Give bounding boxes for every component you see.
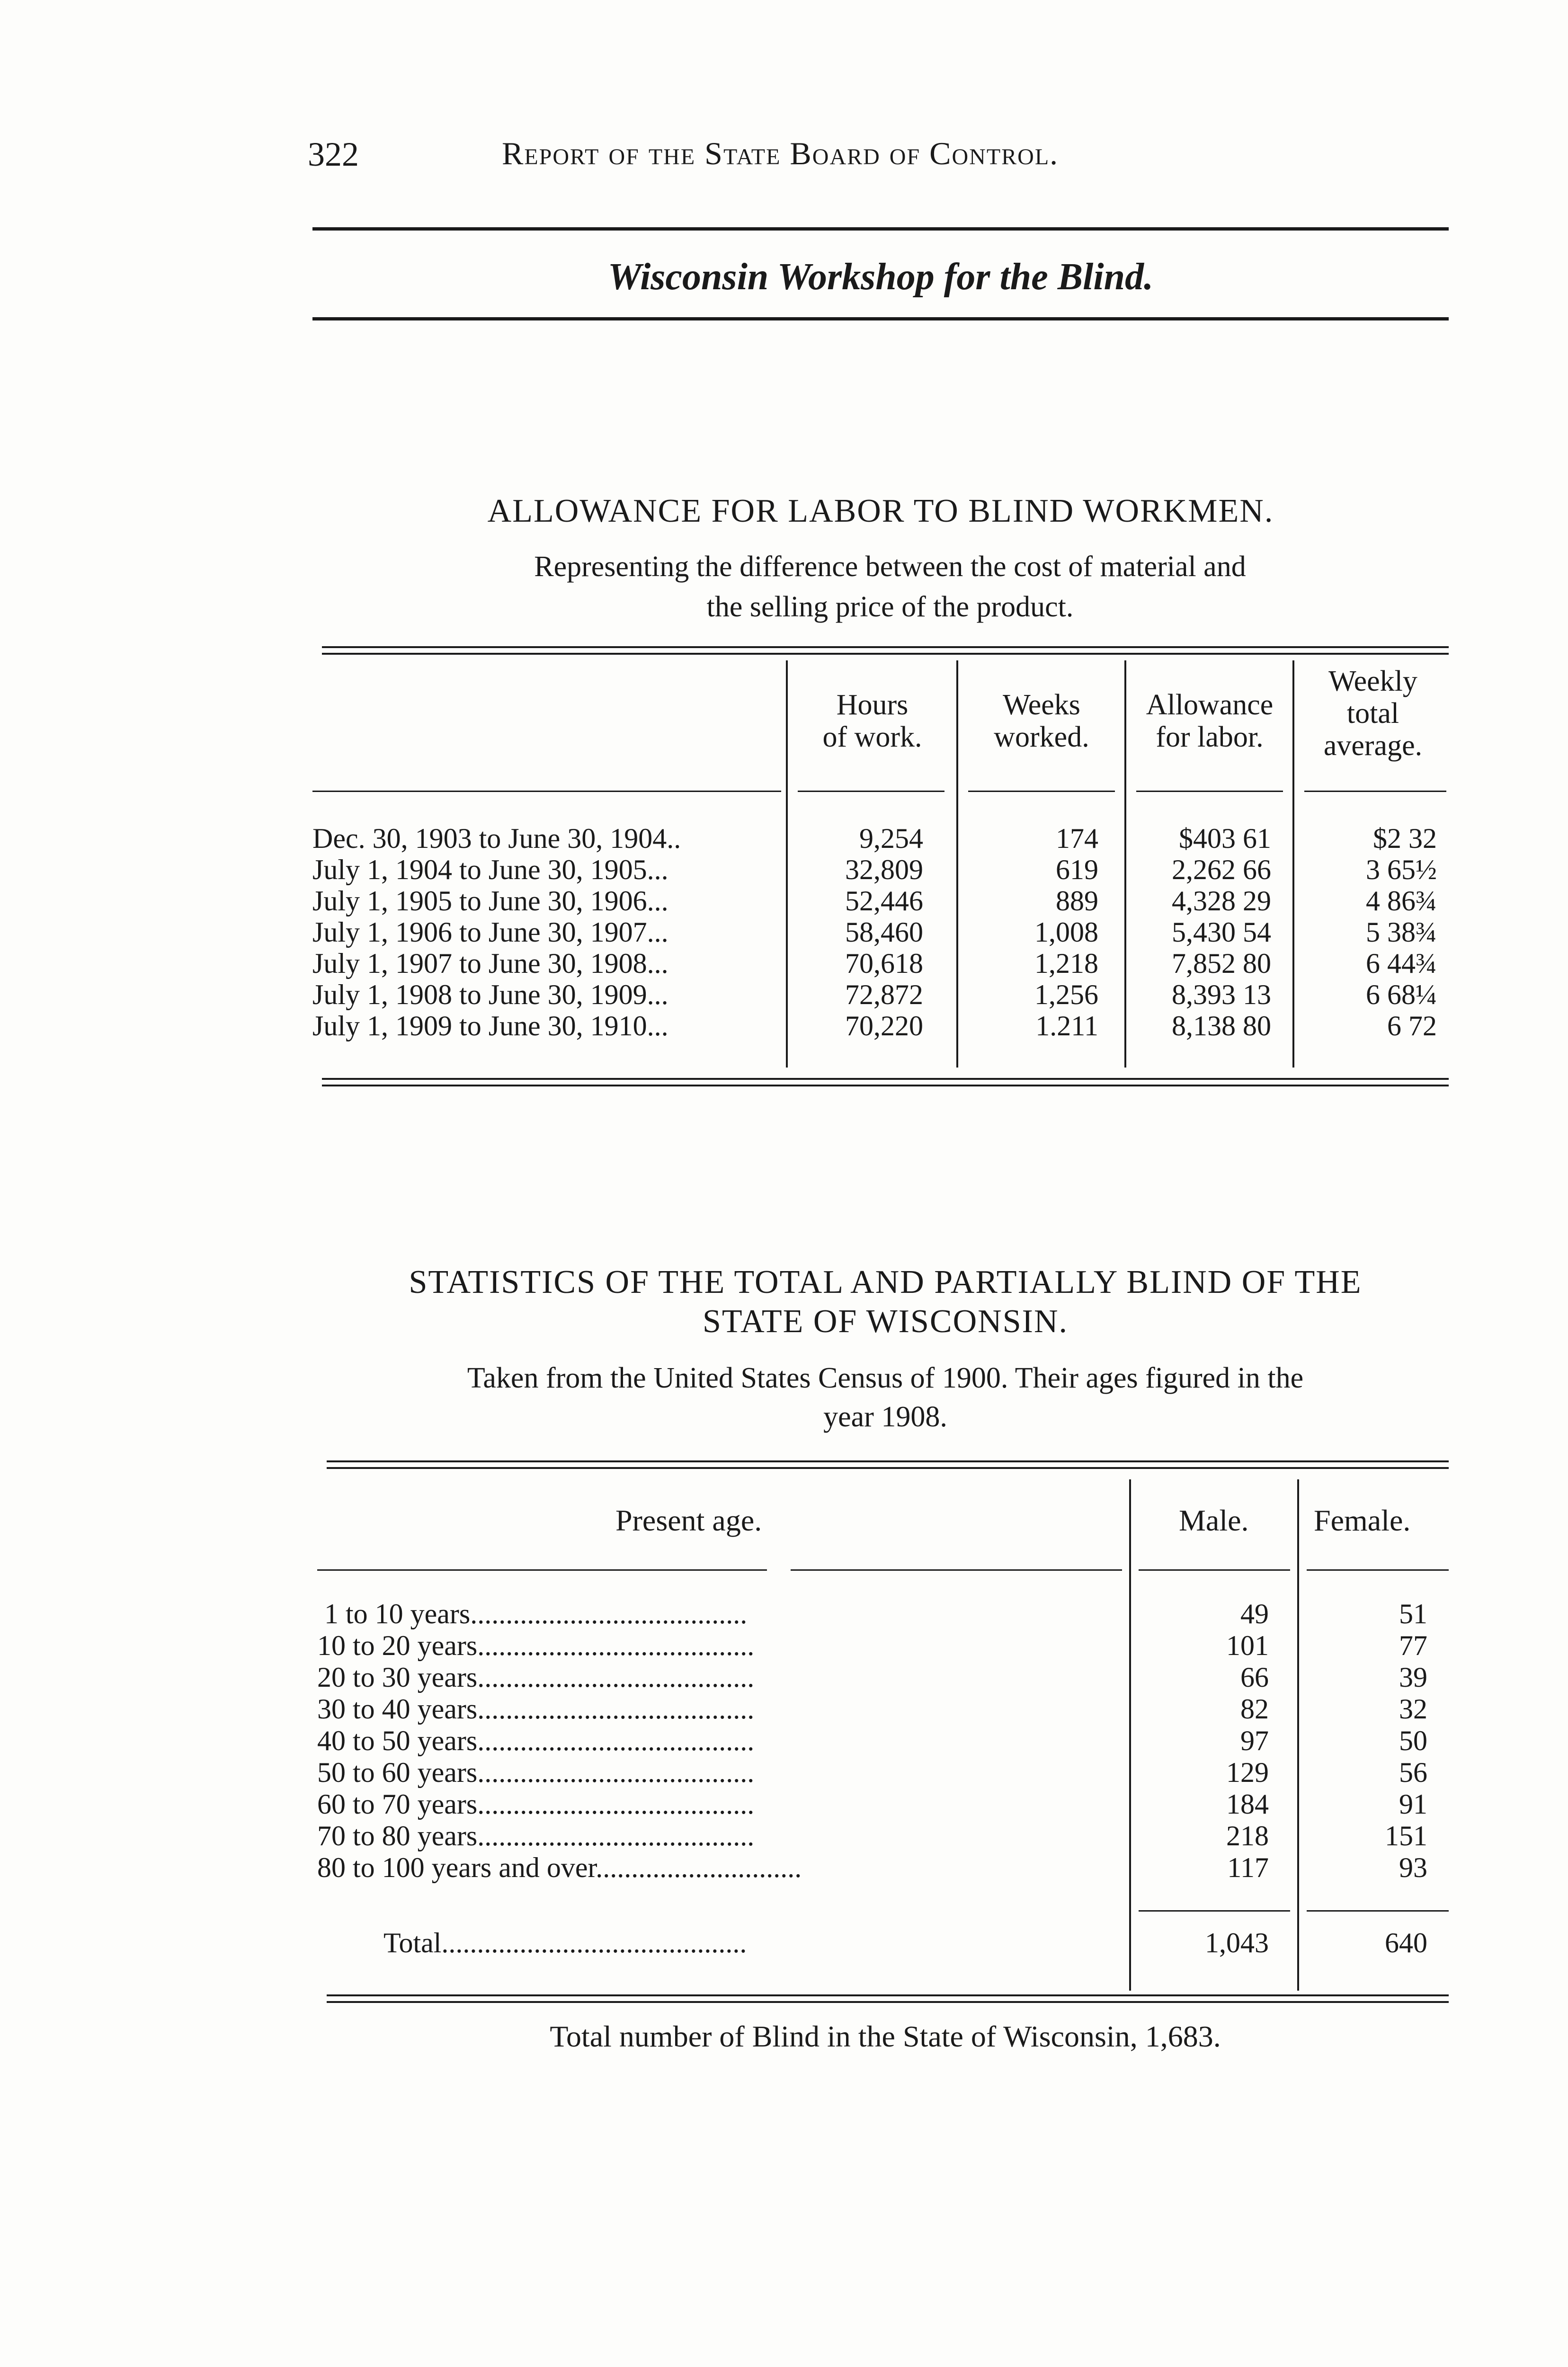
header-underline (317, 1569, 767, 1571)
cell-allowance: 7,852 80 (1172, 948, 1271, 979)
allowance-table (312, 646, 1449, 1096)
report-title: Report of the State Board of Control. (502, 135, 1059, 171)
cell-hours: 9,254 (859, 823, 923, 854)
table-rule (322, 646, 1449, 648)
row-period: July 1, 1907 to June 30, 1908... (312, 948, 668, 979)
header-allowance-line1: Allowance (1146, 689, 1274, 721)
cell-weekly: 6 72 (1387, 1010, 1437, 1041)
header-weekly-line2: total (1346, 697, 1399, 730)
table-rule (322, 1078, 1449, 1080)
header-underline (1304, 791, 1446, 792)
allowance-table-note-line1: Representing the difference between the cost of material and (534, 551, 1246, 583)
table-rule (327, 1467, 1449, 1469)
header-allowance-line2: for labor. (1156, 721, 1264, 753)
statistics-table-note-line2: year 1908. (823, 1401, 947, 1433)
cell-weeks: 174 (1056, 823, 1098, 854)
cell-weekly: 4 86¾ (1366, 885, 1437, 917)
header-underline (1136, 791, 1283, 792)
row-period: July 1, 1905 to June 30, 1906... (312, 885, 668, 917)
header-weeks-line1: Weeks (1003, 689, 1080, 721)
header-underline (1139, 1569, 1290, 1571)
header-weeks (959, 689, 1124, 753)
statistics-table (312, 1460, 1463, 2010)
cell-weekly: 6 44¾ (1366, 948, 1437, 979)
total-blind-note: Total number of Blind in the State of Wisconsin, 1,683. (550, 2020, 1221, 2053)
section-title: Wisconsin Workshop for the Blind. (607, 256, 1154, 298)
row-age: 50 to 60 years....................................... (317, 1757, 755, 1788)
cell-hours: 70,220 (845, 1010, 923, 1041)
header-female: Female. (1314, 1504, 1411, 1537)
cell-weeks: 1.211 (1035, 1010, 1098, 1041)
table-rule (327, 1460, 1449, 1462)
allowance-table-title: ALLOWANCE FOR LABOR TO BLIND WORKMEN. (487, 493, 1274, 529)
cell-male: 129 (1226, 1757, 1269, 1788)
header-male: Male. (1179, 1504, 1249, 1537)
row-period: July 1, 1909 to June 30, 1910... (312, 1010, 668, 1041)
cell-female: 50 (1399, 1725, 1427, 1756)
cell-female: 91 (1399, 1789, 1427, 1820)
header-underline (968, 791, 1115, 792)
page-number: 322 (308, 135, 359, 173)
cell-weekly: $2 32 (1373, 823, 1437, 854)
row-age: 10 to 20 years....................................... (317, 1630, 755, 1661)
running-head (308, 135, 1453, 178)
row-age: 30 to 40 years....................................... (317, 1693, 755, 1725)
cell-hours: 52,446 (845, 885, 923, 917)
cell-male: 101 (1226, 1630, 1269, 1661)
row-period: Dec. 30, 1903 to June 30, 1904.. (312, 823, 681, 854)
table-rule (327, 1994, 1449, 1996)
total-rule (1307, 1910, 1449, 1912)
header-rule-bottom (312, 317, 1449, 320)
header-weeks-line2: worked. (994, 721, 1089, 753)
header-underline (798, 791, 944, 792)
cell-male: 82 (1240, 1693, 1269, 1725)
table-rule (322, 1085, 1449, 1086)
cell-allowance: 2,262 66 (1172, 854, 1271, 885)
cell-weeks: 619 (1056, 854, 1098, 885)
statistics-table-title-line2: STATE OF WISCONSIN. (702, 1303, 1068, 1340)
header-weekly-line3: average. (1323, 730, 1423, 762)
header-allowance (1127, 689, 1292, 753)
header-underline (791, 1569, 1122, 1571)
statistics-table-note-line1: Taken from the United States Census of 1900. Their ages figured in the (467, 1362, 1304, 1394)
total-rule (1139, 1910, 1290, 1912)
cell-allowance: 4,328 29 (1172, 885, 1271, 917)
row-age: 1 to 10 years....................................... (317, 1598, 748, 1629)
cell-female: 51 (1399, 1598, 1427, 1629)
cell-female: 93 (1399, 1852, 1427, 1883)
header-present-age: Present age. (615, 1504, 762, 1537)
cell-weeks: 1,218 (1034, 948, 1098, 979)
row-age: 70 to 80 years....................................... (317, 1820, 755, 1851)
cell-female: 32 (1399, 1693, 1427, 1725)
cell-hours: 72,872 (845, 979, 923, 1010)
cell-hours: 70,618 (845, 948, 923, 979)
table-rule (322, 653, 1449, 655)
cell-weeks: 1,256 (1034, 979, 1098, 1010)
row-period: July 1, 1908 to June 30, 1909... (312, 979, 668, 1010)
total-label: Total........................................... (383, 1927, 747, 1958)
statistics-table-title-line1: STATISTICS OF THE TOTAL AND PARTIALLY BLIND OF THE (409, 1264, 1362, 1300)
column-divider (1297, 1479, 1299, 1991)
cell-male: 66 (1240, 1662, 1269, 1693)
cell-allowance: 8,393 13 (1172, 979, 1271, 1010)
column-divider (1129, 1479, 1131, 1991)
header-weekly-average (1295, 665, 1451, 762)
row-period: July 1, 1906 to June 30, 1907... (312, 917, 668, 948)
total-female: 640 (1385, 1927, 1427, 1958)
cell-male: 117 (1227, 1852, 1269, 1883)
header-hours (788, 689, 956, 753)
total-male: 1,043 (1205, 1927, 1269, 1958)
row-age: 80 to 100 years and over............................. (317, 1852, 802, 1883)
cell-weeks: 889 (1056, 885, 1098, 917)
row-age: 40 to 50 years....................................... (317, 1725, 755, 1756)
cell-male: 49 (1240, 1598, 1269, 1629)
cell-allowance: 5,430 54 (1172, 917, 1271, 948)
header-hours-line1: Hours (836, 689, 909, 721)
cell-weekly: 5 38¾ (1366, 917, 1437, 948)
header-rule-top (312, 227, 1449, 231)
row-period: July 1, 1904 to June 30, 1905... (312, 854, 668, 885)
cell-hours: 58,460 (845, 917, 923, 948)
cell-weeks: 1,008 (1034, 917, 1098, 948)
row-age: 20 to 30 years....................................... (317, 1662, 755, 1693)
header-weekly-line1: Weekly (1328, 665, 1417, 697)
cell-hours: 32,809 (845, 854, 923, 885)
header-hours-line2: of work. (822, 721, 922, 753)
cell-allowance: 8,138 80 (1172, 1010, 1271, 1041)
header-underline (312, 791, 781, 792)
cell-weekly: 6 68¼ (1366, 979, 1437, 1010)
header-underline (1307, 1569, 1449, 1571)
cell-female: 39 (1399, 1662, 1427, 1693)
cell-female: 56 (1399, 1757, 1427, 1788)
cell-female: 77 (1399, 1630, 1427, 1661)
cell-male: 184 (1226, 1789, 1269, 1820)
cell-allowance: $403 61 (1179, 823, 1271, 854)
cell-male: 218 (1226, 1820, 1269, 1851)
row-age: 60 to 70 years....................................... (317, 1789, 755, 1820)
allowance-table-note-line2: the selling price of the product. (706, 591, 1074, 623)
cell-weekly: 3 65½ (1366, 854, 1437, 885)
table-rule (327, 2001, 1449, 2003)
cell-female: 151 (1385, 1820, 1427, 1851)
cell-male: 97 (1240, 1725, 1269, 1756)
